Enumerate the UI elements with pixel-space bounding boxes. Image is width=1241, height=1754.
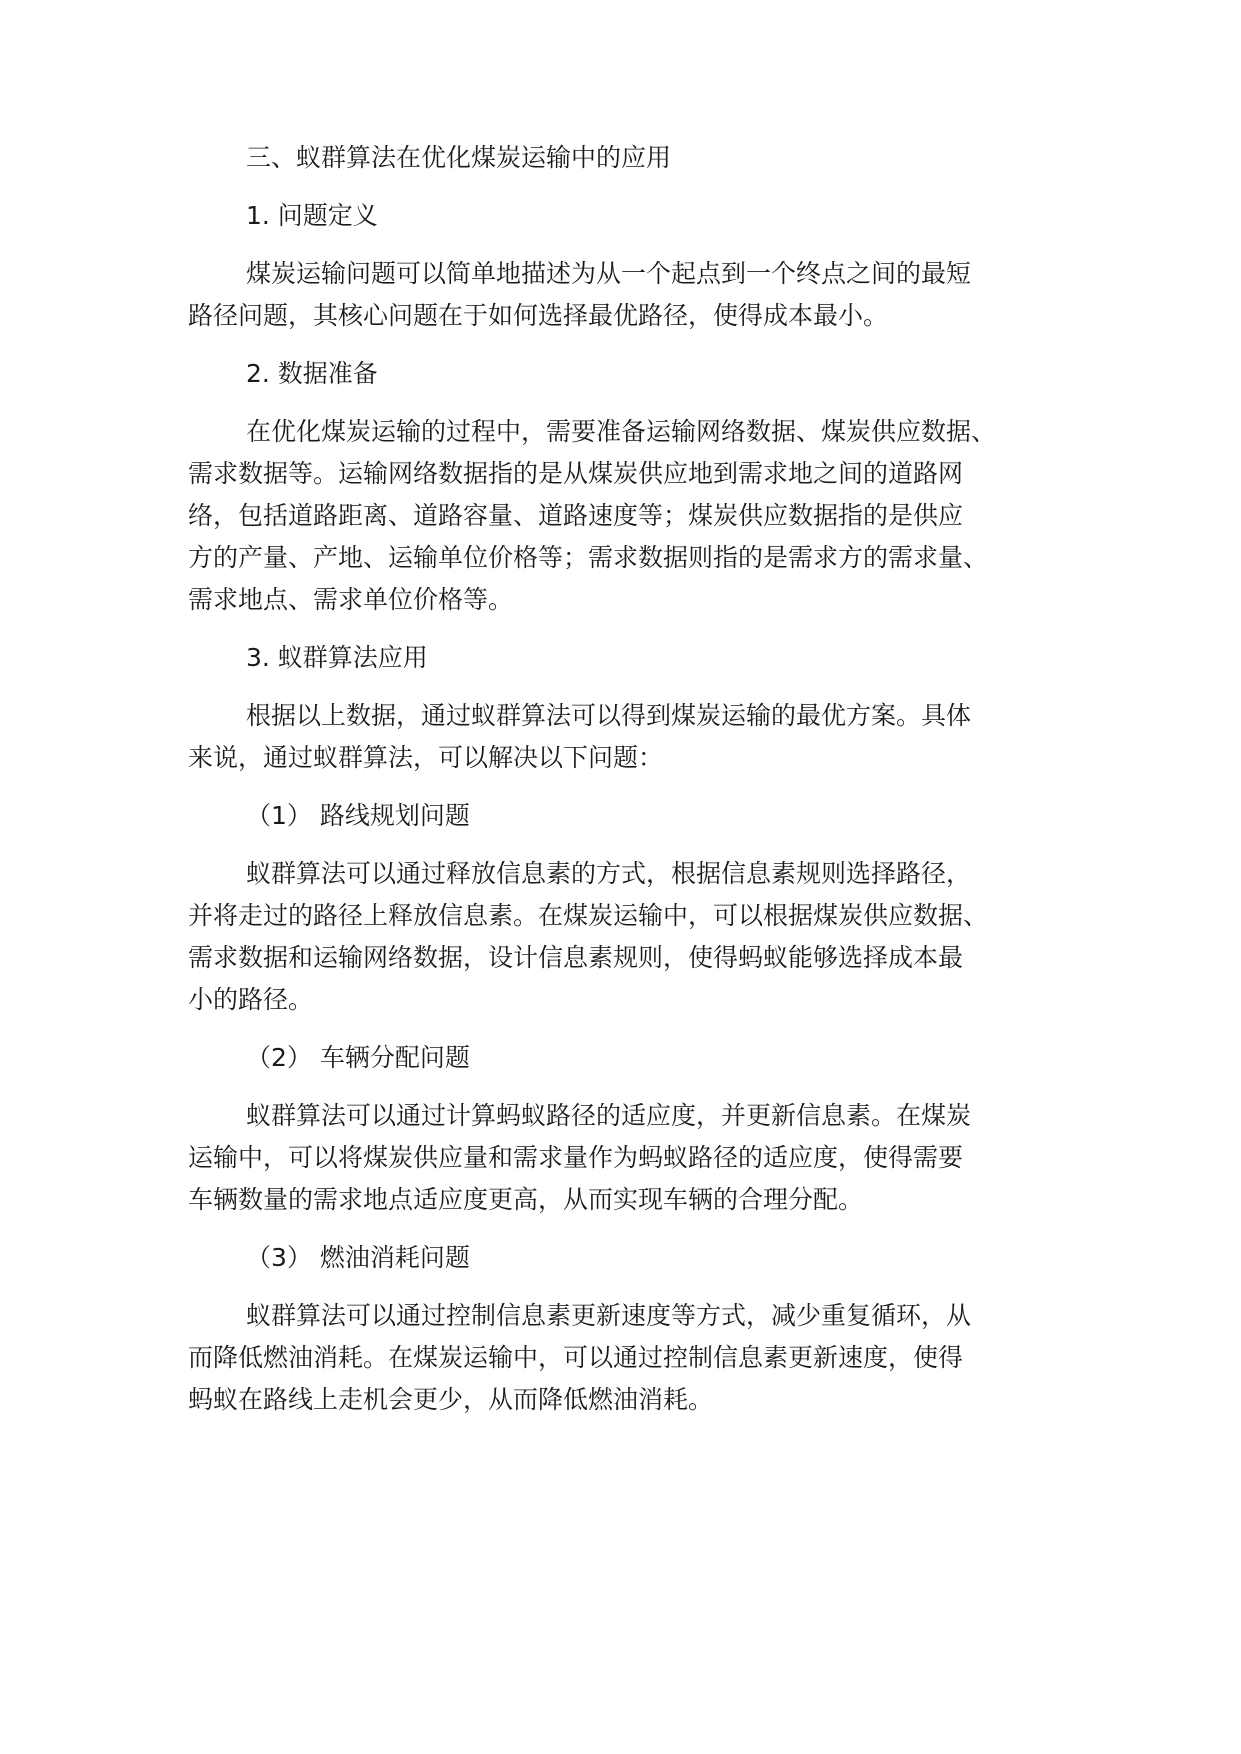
paragraph-line: 煤炭运输问题可以简单地描述为从一个起点到一个终点之间的最短 <box>246 259 972 288</box>
heading-fuel-consumption: （3） 燃油消耗问题 <box>246 1243 470 1272</box>
paragraph-line: 需求地点、需求单位价格等。 <box>188 585 514 614</box>
paragraph-line: 蚁群算法可以通过控制信息素更新速度等方式，减少重复循环，从 <box>246 1301 972 1330</box>
paragraph-line: 需求数据和运输网络数据，设计信息素规则，使得蚂蚁能够选择成本最 <box>188 943 964 972</box>
paragraph-line: 需求数据等。运输网络数据指的是从煤炭供应地到需求地之间的道路网 <box>188 459 964 488</box>
section-title: 三、蚁群算法在优化煤炭运输中的应用 <box>246 143 672 172</box>
paragraph-line: 根据以上数据，通过蚁群算法可以得到煤炭运输的最优方案。具体 <box>246 701 972 730</box>
paragraph-line: 蚁群算法可以通过计算蚂蚁路径的适应度，并更新信息素。在煤炭 <box>246 1101 972 1130</box>
paragraph-line: 而降低燃油消耗。在煤炭运输中，可以通过控制信息素更新速度，使得 <box>188 1343 964 1372</box>
heading-vehicle-allocation: （2） 车辆分配问题 <box>246 1043 470 1072</box>
paragraph-line: 车辆数量的需求地点适应度更高，从而实现车辆的合理分配。 <box>188 1185 864 1214</box>
paragraph-line: 小的路径。 <box>188 985 314 1014</box>
paragraph-line: 并将走过的路径上释放信息素。在煤炭运输中，可以根据煤炭供应数据、 <box>188 901 989 930</box>
paragraph-line: 运输中，可以将煤炭供应量和需求量作为蚂蚁路径的适应度，使得需要 <box>188 1143 964 1172</box>
paragraph-line: 蚁群算法可以通过释放信息素的方式，根据信息素规则选择路径， <box>246 859 972 888</box>
heading-problem-definition: 1. 问题定义 <box>246 201 378 230</box>
heading-aco-application: 3. 蚁群算法应用 <box>246 643 428 672</box>
paragraph-line: 蚂蚁在路线上走机会更少，从而降低燃油消耗。 <box>188 1385 714 1414</box>
heading-route-planning: （1） 路线规划问题 <box>246 801 470 830</box>
paragraph-line: 路径问题，其核心问题在于如何选择最优路径，使得成本最小。 <box>188 301 889 330</box>
heading-data-preparation: 2. 数据准备 <box>246 359 378 388</box>
paragraph-line: 在优化煤炭运输的过程中，需要准备运输网络数据、煤炭供应数据、 <box>246 417 997 446</box>
paragraph-line: 方的产量、产地、运输单位价格等；需求数据则指的是需求方的需求量、 <box>188 543 989 572</box>
paragraph-line: 来说，通过蚁群算法，可以解决以下问题： <box>188 743 664 772</box>
paragraph-line: 络，包括道路距离、道路容量、道路速度等；煤炭供应数据指的是供应 <box>188 501 964 530</box>
